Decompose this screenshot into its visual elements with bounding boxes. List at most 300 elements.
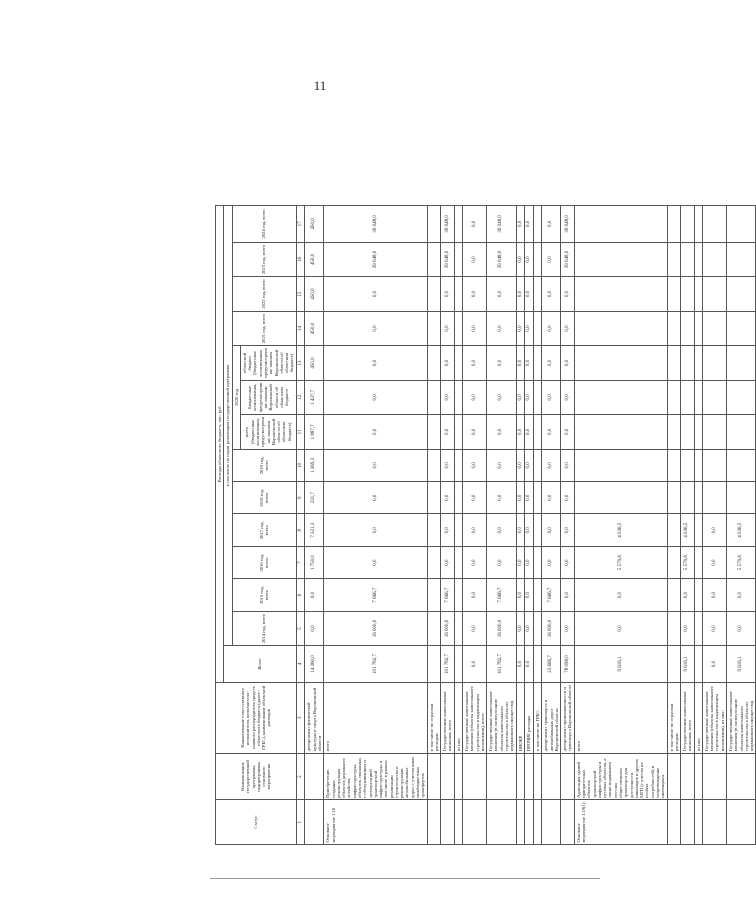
row-program-cell (441, 753, 455, 800)
value-cell (574, 277, 667, 311)
value-cell: 0,0 (525, 646, 534, 683)
header-2020: 2020 год (232, 346, 240, 449)
value-cell: 0,0 (525, 514, 534, 546)
value-cell: 0,0 (516, 242, 525, 276)
row-status-cell: Основное мероприятие 1.18 (324, 800, 427, 845)
column-index-cell: 9 (296, 482, 305, 514)
value-cell (427, 415, 441, 449)
value-cell (454, 415, 462, 449)
value-cell: 101 782,7 (441, 646, 455, 683)
column-index-cell: 16 (296, 242, 305, 276)
value-cell: 0,0 (441, 415, 455, 449)
row-status-cell (727, 800, 756, 845)
row-executor-cell: департамент физической культуры и спорта Воронежской области (305, 682, 324, 753)
value-cell (454, 277, 462, 311)
value-cell: 16 000,0 (324, 611, 427, 645)
value-cell (694, 277, 702, 311)
value-cell: 16 000,0 (542, 611, 561, 645)
value-cell: 1 437,7 (305, 380, 324, 414)
value-cell: 0,0 (561, 415, 575, 449)
value-cell: 7 666,7 (487, 579, 516, 611)
row-status-cell (561, 800, 575, 845)
value-cell: 0,0 (516, 311, 525, 345)
value-cell (534, 415, 542, 449)
value-cell: 0,0 (516, 449, 525, 481)
row-executor-cell: Государственные капитальные вложения, всего (441, 682, 455, 753)
value-cell (574, 206, 667, 243)
table-row (324, 206, 427, 845)
value-cell (681, 242, 695, 276)
value-cell (427, 206, 441, 243)
value-cell (727, 346, 756, 380)
value-cell: 0,0 (324, 546, 427, 578)
value-cell (727, 311, 756, 345)
value-cell (454, 546, 462, 578)
column-index-cell: 13 (296, 346, 305, 380)
value-cell: 0,0 (463, 579, 487, 611)
value-cell (694, 449, 702, 481)
value-cell: 0,0 (441, 380, 455, 414)
row-status-cell: Основное мероприятие 1.19(1) (574, 800, 667, 845)
row-program-cell (516, 753, 525, 800)
row-executor-cell: ПРОЧИЕ расходы (525, 682, 534, 753)
header-2020-total: всего (бюджетные ассигнования, предусмотренные законом Воронежской области об областном бюджете) (240, 415, 296, 449)
value-cell: 0,0 (463, 415, 487, 449)
row-status-cell (463, 800, 487, 845)
header-2015: 2015 год, всего (232, 579, 296, 611)
column-index-cell: 17 (296, 206, 305, 243)
value-cell: 4 036,5 (574, 514, 667, 546)
value-cell (694, 415, 702, 449)
row-status-cell (487, 800, 516, 845)
value-cell (574, 242, 667, 276)
value-cell: 0,0 (561, 611, 575, 645)
row-program-cell (427, 753, 441, 800)
value-cell (667, 482, 681, 514)
row-status-cell (534, 800, 542, 845)
value-cell: 0,0 (324, 311, 427, 345)
value-cell (427, 346, 441, 380)
value-cell (694, 514, 702, 546)
row-program-cell (702, 753, 726, 800)
value-cell (694, 579, 702, 611)
value-cell: 0,0 (542, 206, 561, 243)
header-2024: 2024 год, всего (232, 206, 296, 243)
column-index-cell: 2 (296, 753, 305, 800)
value-cell: 0,0 (681, 611, 695, 645)
table-row (441, 206, 455, 845)
value-cell (574, 346, 667, 380)
value-cell: 5 579,6 (574, 546, 667, 578)
row-status-cell (427, 800, 441, 845)
value-cell (694, 346, 702, 380)
value-cell: 0,0 (702, 514, 726, 546)
value-cell (694, 311, 702, 345)
header-2014: 2014 год, всего (232, 611, 296, 645)
value-cell: 0,0 (441, 482, 455, 514)
value-cell: 0,0 (441, 311, 455, 345)
table-row (681, 206, 695, 845)
value-cell: 450,0 (305, 277, 324, 311)
value-cell: 0,0 (487, 546, 516, 578)
value-cell: 450,0 (305, 206, 324, 243)
value-cell (694, 611, 702, 645)
value-cell: 0,0 (681, 579, 695, 611)
value-cell (427, 514, 441, 546)
value-cell: 0,0 (561, 380, 575, 414)
value-cell (667, 514, 681, 546)
value-cell (667, 242, 681, 276)
value-cell: 0,0 (542, 346, 561, 380)
value-cell: 0,0 (487, 482, 516, 514)
value-cell: 0,0 (463, 646, 487, 683)
value-cell: 0,0 (463, 277, 487, 311)
value-cell (427, 611, 441, 645)
value-cell: 0,0 (542, 482, 561, 514)
value-cell (681, 482, 695, 514)
row-status-cell (441, 800, 455, 845)
value-cell (534, 206, 542, 243)
page-bottom-rule (210, 878, 600, 879)
value-cell: 0,0 (561, 346, 575, 380)
value-cell: 1 750,0 (305, 546, 324, 578)
value-cell: 0,0 (324, 415, 427, 449)
value-cell: 0,0 (463, 449, 487, 481)
value-cell (454, 449, 462, 481)
value-cell (702, 449, 726, 481)
value-cell: 0,0 (463, 514, 487, 546)
column-index-cell: 12 (296, 380, 305, 414)
row-program-cell (561, 753, 575, 800)
table-row (427, 206, 441, 845)
value-cell: 0,0 (525, 380, 534, 414)
column-index-cell: 8 (296, 514, 305, 546)
value-cell: 9 616,1 (574, 646, 667, 683)
value-cell: 0,0 (463, 311, 487, 345)
value-cell (694, 206, 702, 243)
column-index-cell: 11 (296, 415, 305, 449)
value-cell: 0,0 (516, 277, 525, 311)
value-cell (727, 380, 756, 414)
value-cell (702, 277, 726, 311)
row-status-cell (681, 800, 695, 845)
value-cell (427, 546, 441, 578)
value-cell: 0,0 (324, 380, 427, 414)
row-executor-cell: Государственные капитальные вложения, всего (681, 682, 695, 753)
row-program-cell (681, 753, 695, 800)
value-cell (427, 449, 441, 481)
value-cell (534, 311, 542, 345)
value-cell: 450,0 (305, 346, 324, 380)
value-cell: 0,0 (561, 546, 575, 578)
value-cell: 0,0 (463, 546, 487, 578)
value-cell: 39 048,0 (324, 206, 427, 243)
table-row (667, 206, 681, 845)
value-cell: 0,0 (525, 449, 534, 481)
value-cell (427, 579, 441, 611)
value-cell: 0,0 (702, 611, 726, 645)
value-cell (574, 449, 667, 481)
value-cell: 0,0 (702, 546, 726, 578)
value-cell: 0,0 (487, 277, 516, 311)
row-program-cell (463, 753, 487, 800)
value-cell (454, 611, 462, 645)
row-program-cell: Приобретение, создание, реконструкция объектов дорожного хозяйства, инфраструктуры, объектов, связанных с обслуживанием и эксплуатацией транспортной инфраструктуры, в том числе в рамках реализации строительства и реконструкции автомобильных дорог, с учетом иных межбюджетных трансфертов (324, 753, 427, 800)
table-row (574, 206, 667, 845)
value-cell (702, 346, 726, 380)
table-row (561, 206, 575, 845)
value-cell: 39 048,0 (441, 206, 455, 243)
value-cell: 0,0 (441, 346, 455, 380)
table-row (305, 206, 324, 845)
value-cell: 0,0 (702, 579, 726, 611)
value-cell (727, 206, 756, 243)
row-status-cell (542, 800, 561, 845)
value-cell: 4 036,5 (681, 514, 695, 546)
header-2016: 2016 год, всего (232, 546, 296, 578)
row-program-cell (534, 753, 542, 800)
value-cell (427, 277, 441, 311)
value-cell: 39 048,0 (561, 242, 575, 276)
value-cell: 23 666,7 (542, 646, 561, 683)
value-cell: 0,0 (487, 449, 516, 481)
value-cell: 0,0 (542, 415, 561, 449)
value-cell: 101 782,7 (324, 646, 427, 683)
header-expenses: Расходы областного бюджета, тыс. руб. (216, 206, 224, 683)
header-2019: 2019 год, всего (232, 449, 296, 481)
value-cell (667, 311, 681, 345)
table-row (542, 206, 561, 845)
row-executor-cell: в том числе по ГРБС: (534, 682, 542, 753)
value-cell: 0,0 (525, 277, 534, 311)
value-cell (667, 449, 681, 481)
header-program: Наименование государственной программы, подпрограммы, основного мероприятия (216, 753, 297, 800)
value-cell: 0,0 (516, 380, 525, 414)
value-cell: 0,0 (324, 482, 427, 514)
row-executor-cell: Государственные капитальные вложения (в эксплуатацию объектов капитального строительства в объектах недвижимого имущества) (727, 682, 756, 753)
value-cell (534, 514, 542, 546)
row-executor-cell: Государственные капитальные вложения (объекты капитального строительства в надлежащем исполнении), всего: (463, 682, 487, 753)
value-cell: 9 616,1 (727, 646, 756, 683)
header-2018: 2018 год, всего (232, 482, 296, 514)
value-cell: 9 616,1 (681, 646, 695, 683)
value-cell: 0,0 (463, 206, 487, 243)
value-cell: 0,0 (463, 242, 487, 276)
value-cell: 0,0 (727, 579, 756, 611)
value-cell (427, 646, 441, 683)
row-executor-cell: НИОКР (516, 682, 525, 753)
value-cell (574, 482, 667, 514)
budget-table (215, 205, 756, 845)
value-cell: 39 048,0 (561, 206, 575, 243)
value-cell: 0,0 (702, 646, 726, 683)
value-cell (454, 206, 462, 243)
value-cell (667, 611, 681, 645)
value-cell (667, 206, 681, 243)
header-2020-sub2: областной бюджет (бюджетные ассигнования, предусмотренные законом Воронежской области об областном бюджете) (240, 346, 296, 380)
value-cell (667, 646, 681, 683)
value-cell (454, 514, 462, 546)
value-cell: 0,0 (516, 546, 525, 578)
value-cell (667, 546, 681, 578)
value-cell: 7 666,7 (441, 579, 455, 611)
value-cell: 0,0 (525, 579, 534, 611)
row-program-cell: Адаптация зданий приоритетных объектов транспортной инфраструктуры и путевых объектов, а также подвижного состава общественного транспорта для доступности инвалидов и других МГН (с учетом их особых потребностей) и сопровождение имеющихся (574, 753, 667, 800)
value-cell: 0,0 (305, 579, 324, 611)
value-cell: 0,0 (516, 206, 525, 243)
table-row (525, 206, 534, 845)
value-cell (534, 277, 542, 311)
value-cell: 0,0 (542, 514, 561, 546)
value-cell: 0,0 (463, 380, 487, 414)
value-cell (534, 482, 542, 514)
value-cell (454, 311, 462, 345)
value-cell: 0,0 (441, 277, 455, 311)
value-cell (454, 380, 462, 414)
value-cell: 450,0 (305, 242, 324, 276)
value-cell: 4 036,5 (727, 514, 756, 546)
row-executor-cell: департамент транспорта и автомобильных дорог Воронежской области (542, 682, 561, 753)
table-row (454, 206, 462, 845)
value-cell: 0,0 (516, 482, 525, 514)
value-cell (574, 415, 667, 449)
column-index-cell: 14 (296, 311, 305, 345)
value-cell: 0,0 (542, 546, 561, 578)
value-cell (727, 482, 756, 514)
value-cell (667, 415, 681, 449)
value-cell: 0,0 (441, 449, 455, 481)
value-cell (667, 380, 681, 414)
column-index-cell: 7 (296, 546, 305, 578)
row-program-cell (667, 753, 681, 800)
value-cell: 0,0 (561, 579, 575, 611)
header-executor: Наименование ответственного исполнителя, исполнителя - главного распорядителя средств областного бюджета (далее - ГРБС), наименование объектной расходов (216, 682, 297, 753)
value-cell (534, 449, 542, 481)
value-cell (454, 346, 462, 380)
value-cell (667, 277, 681, 311)
value-cell: 450,0 (305, 311, 324, 345)
header-2017: 2017 год, всего (232, 514, 296, 546)
value-cell: 0,0 (542, 449, 561, 481)
header-2022: 2022 год, всего (232, 277, 296, 311)
table-row (534, 206, 542, 845)
value-cell (427, 242, 441, 276)
row-executor-cell: в том числе по отраслям расходов: (427, 682, 441, 753)
row-status-cell (305, 800, 324, 845)
value-cell (694, 546, 702, 578)
value-cell: 14 360,0 (305, 646, 324, 683)
row-executor-cell: Государственные капитальные вложения (объекты капитального строительства в надлежащем исполнении), из них: (702, 682, 726, 753)
value-cell (694, 242, 702, 276)
value-cell: 0,0 (561, 277, 575, 311)
row-executor-cell: департамент промышленности и транспорта Воронежской области (561, 682, 575, 753)
value-cell (681, 449, 695, 481)
value-cell: 0,0 (324, 449, 427, 481)
header-total: Всего (224, 646, 296, 683)
value-cell: 0,0 (561, 449, 575, 481)
value-cell: 78 098,0 (561, 646, 575, 683)
value-cell: 0,0 (516, 514, 525, 546)
value-cell: 0,0 (487, 514, 516, 546)
value-cell: 0,0 (463, 482, 487, 514)
row-status-cell (702, 800, 726, 845)
value-cell: 0,0 (525, 415, 534, 449)
value-cell (694, 380, 702, 414)
value-cell: 1 369,3 (305, 449, 324, 481)
value-cell: 0,0 (324, 346, 427, 380)
value-cell: 0,0 (441, 546, 455, 578)
column-index-cell: 15 (296, 277, 305, 311)
value-cell (667, 346, 681, 380)
table-row (516, 206, 525, 845)
column-index-cell: 10 (296, 449, 305, 481)
row-executor-cell: в том числе по отраслям расходов: (667, 682, 681, 753)
header-by-years: в том числе по годам реализации государственной программы (224, 206, 232, 646)
row-executor-cell: всего (324, 682, 427, 753)
value-cell (727, 242, 756, 276)
value-cell (681, 277, 695, 311)
value-cell (667, 579, 681, 611)
value-cell (574, 311, 667, 345)
table-row (702, 206, 726, 845)
rotated-table-container (215, 205, 755, 845)
row-program-cell (542, 753, 561, 800)
value-cell: 7 666,7 (324, 579, 427, 611)
table-row (487, 206, 516, 845)
header-2023: 2023 год, всего (232, 242, 296, 276)
value-cell: 0,0 (487, 346, 516, 380)
row-program-cell (694, 753, 702, 800)
row-status-cell (667, 800, 681, 845)
value-cell: 0,0 (441, 514, 455, 546)
value-cell: 1 887,7 (305, 415, 324, 449)
row-status-cell (454, 800, 462, 845)
value-cell: 0,0 (525, 546, 534, 578)
value-cell (534, 242, 542, 276)
value-cell (681, 311, 695, 345)
column-index-row (296, 206, 305, 845)
value-cell: 0,0 (487, 311, 516, 345)
value-cell: 0,0 (542, 380, 561, 414)
value-cell: 0,0 (525, 311, 534, 345)
value-cell: 0,0 (542, 277, 561, 311)
value-cell: 0,0 (516, 579, 525, 611)
column-index-cell: 1 (296, 800, 305, 845)
row-executor-cell: из них: (694, 682, 702, 753)
value-cell: 16 000,0 (441, 611, 455, 645)
value-cell (681, 206, 695, 243)
value-cell: 7 321,3 (305, 514, 324, 546)
value-cell (454, 579, 462, 611)
value-cell (702, 242, 726, 276)
value-cell: 231,7 (305, 482, 324, 514)
value-cell: 0,0 (324, 514, 427, 546)
value-cell (702, 380, 726, 414)
value-cell (534, 579, 542, 611)
value-cell (534, 611, 542, 645)
value-cell: 0,0 (561, 514, 575, 546)
page-number: 11 (313, 78, 327, 93)
value-cell (694, 646, 702, 683)
value-cell: 0,0 (487, 380, 516, 414)
value-cell: 0,0 (542, 242, 561, 276)
value-cell: 16 000,0 (487, 611, 516, 645)
table-row (463, 206, 487, 845)
value-cell: 0,0 (561, 482, 575, 514)
table-row (694, 206, 702, 845)
value-cell: 0,0 (463, 346, 487, 380)
value-cell: 0,0 (525, 346, 534, 380)
